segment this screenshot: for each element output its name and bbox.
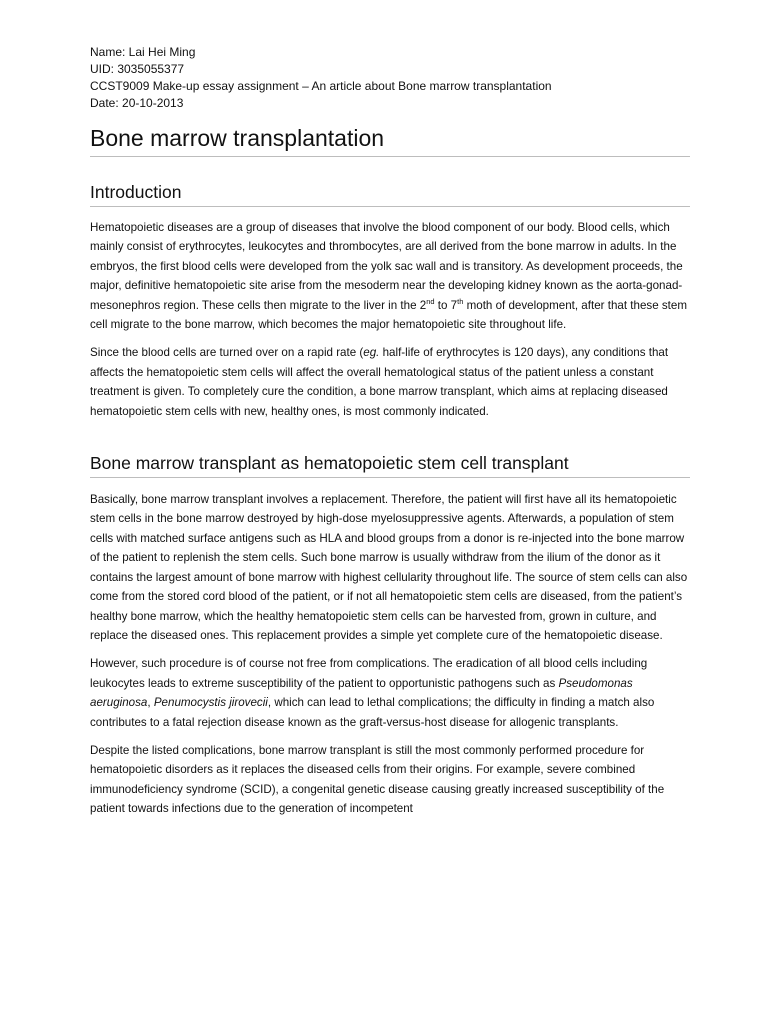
italic-species-2: Penumocystis jirovecii xyxy=(153,696,268,710)
paragraph-text: half-life of erythrocytes is 120 days), any conditions that affects the hematopoietic stem cells will affect the overall hematological status of the patient unless a constant treatment is given. To completely cure the condition, a bone marrow transplant, which aims at replacing diseased hematopoietic stem cells with new, healthy ones, is most commonly indicated. xyxy=(90,346,669,418)
paragraph-text: moth of development, after that these stem cell migrate to the bone marrow, which becomes the major hematopoietic site throughout life. xyxy=(90,298,687,332)
student-uid: UID: 3035055377 xyxy=(90,62,185,76)
author-name: Name: Lai Hei Ming xyxy=(90,45,196,59)
course-line: CCST9009 Make-up essay assignment – An article about Bone marrow transplantation xyxy=(90,79,552,93)
document-page xyxy=(90,44,690,819)
paragraph-text: However, such procedure is of course not free from complications. The eradication of all blood cells including leukocytes leads to extreme susceptibility of the patient to opportunistic pathogens such as xyxy=(90,657,648,690)
paragraph-text: Hematopoietic diseases are a group of diseases that involve the blood component of our body. Blood cells, which mainly consist of erythrocytes, leukocytes and thrombocytes, are all derived from the bone marrow in adults. In the embryos, the first blood cells were developed from the yolk sac wall and is transitory. As development proceeds, the major, definitive hematopoietic site arise from the mesoderm near the developing kidney known as the aorta-gonad-mesonephros region. These cells then migrate to the liver in the 2 xyxy=(90,221,683,312)
superscript-nd: nd xyxy=(426,296,435,306)
document-date: Date: 20-10-2013 xyxy=(90,96,184,110)
paragraph-text: to 7 xyxy=(434,298,458,312)
document-header xyxy=(90,44,690,112)
paragraph-text: , xyxy=(147,696,154,710)
section-heading-bmt: Bone marrow transplant as hematopoietic stem cell transplant xyxy=(90,452,690,478)
italic-species-1: Pseudomonas aeruginosa xyxy=(90,676,633,710)
section-heading-introduction: Introduction xyxy=(90,181,690,207)
paragraph-text: , which can lead to lethal complications; the difficulty in finding a match also contributes to a fatal rejection disease known as the graft-versus-host disease for allogenic transplants. xyxy=(90,696,655,729)
document-title: Bone marrow transplantation xyxy=(90,123,690,157)
paragraph-bmt-1: Basically, bone marrow transplant involves a replacement. Therefore, the patient will first have all its hematopoietic stem cells in the bone marrow destroyed by high-dose myelosuppressive agents. Afterwards, a population of stem cells with matched surface antigens such as HLA and blood groups from a donor is re-injected into the bone marrow of the patient to replenish the stem cells. Such bone marrow is usually withdraw from the ilium of the donor as it contains the largest amount of bone marrow with highest cellularity throughout life. The source of stem cells can also come from the stored cord blood of the patient, or if not all hematopoietic stem cells are diseased, from the patient’s healthy bone marrow, which the healthy hematopoietic stem cells can be harvested from, grown in culture, and replace the diseased ones. This replacement provides a simple yet complete cure of the hematopoietic disease. xyxy=(90,493,688,642)
paragraph-text: Since the blood cells are turned over on a rapid rate ( xyxy=(90,346,364,360)
superscript-th: th xyxy=(457,296,464,306)
paragraph-bmt-2 xyxy=(90,654,690,732)
paragraph-intro-1 xyxy=(90,218,690,334)
paragraph-bmt-3: Despite the listed complications, bone marrow transplant is still the most commonly performed procedure for hematopoietic disorders as it replaces the diseased cells from their origins. For example, severe combined immunodeficiency syndrome (SCID), a congenital genetic disease causing greatly increased susceptibility of the patient towards infections due to the generation of incompetent xyxy=(90,743,665,816)
paragraph-intro-2 xyxy=(90,343,690,421)
italic-text: eg. xyxy=(363,346,380,360)
